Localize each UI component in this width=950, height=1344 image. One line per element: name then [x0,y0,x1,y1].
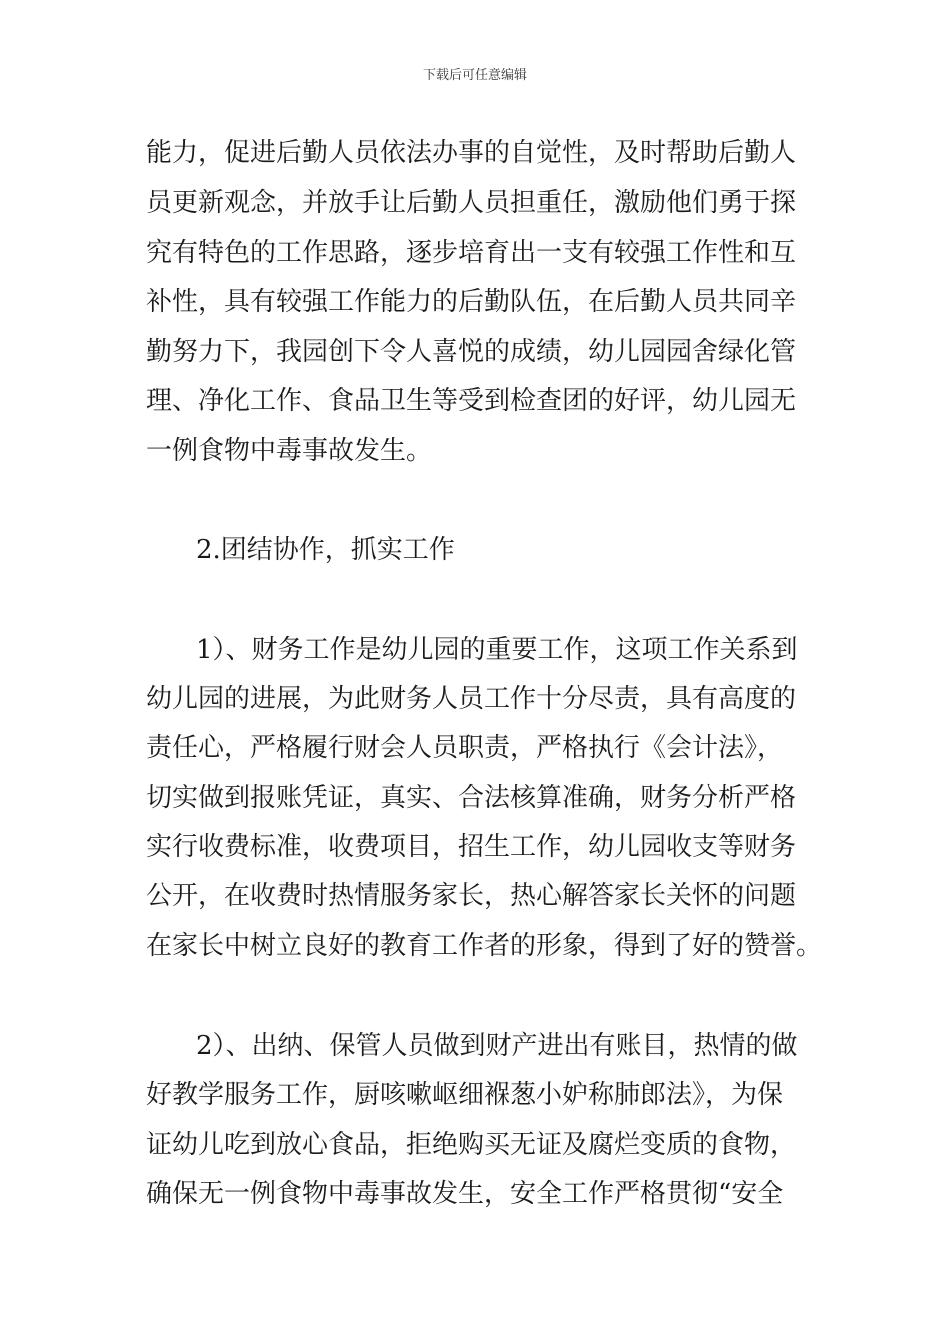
text-line: 证幼儿吃到放心食品，拒绝购买无证及腐烂变质的食物， [146,1130,797,1160]
text-line: 能力，促进后勤人员依法办事的自觉性，及时帮助后勤人 [146,138,797,168]
page-header: 下载后可任意编辑 [422,68,527,83]
text-line: 理、净化工作、食品卫生等受到检查团的好评，幼儿园无 [146,386,797,416]
text-line: 在家长中树立良好的教育工作者的形象，得到了好的赞誉。 [146,931,823,961]
text-line: 究有特色的工作思路，逐步培育出一支有较强工作性和互 [146,238,797,268]
text-line: 员更新观念，并放手让后勤人员担重任，激励他们勇于探 [146,188,797,218]
text-line: 勤努力下，我园创下令人喜悦的成绩，幼儿园园舍绿化管 [146,337,797,367]
text-line: 公开，在收费时热情服务家长，热心解答家长关怀的问题 [146,881,797,911]
section-heading: 2.团结协作，抓实工作 [196,535,455,565]
text-line: 切实做到报账凭证，真实、合法核算准确，财务分析严格 [146,783,797,813]
text-line: 补性，具有较强工作能力的后勤队伍，在后勤人员共同辛 [146,287,797,317]
text-line: 1）、财务工作是幼儿园的重要工作，这项工作关系到 [196,635,798,665]
text-line: 责任心，严格履行财会人员职责，严格执行《会计法》， [146,733,784,763]
text-line: 确保无一例食物中毒事故发生，安全工作严格贯彻“安全 [146,1179,784,1209]
text-line: 幼儿园的进展，为此财务人员工作十分尽责，具有高度的 [146,684,797,714]
text-line: 2）、出纳、保管人员做到财产进出有账目，热情的做 [196,1031,798,1061]
text-line: 好教学服务工作，厨咳嗽岖细褓葱小妒称肺郎法》，为保 [146,1080,784,1110]
text-line: 实行收费标准，收费项目，招生工作，幼儿园收支等财务 [146,832,797,862]
text-line: 一例食物中毒事故发生。 [146,436,433,466]
